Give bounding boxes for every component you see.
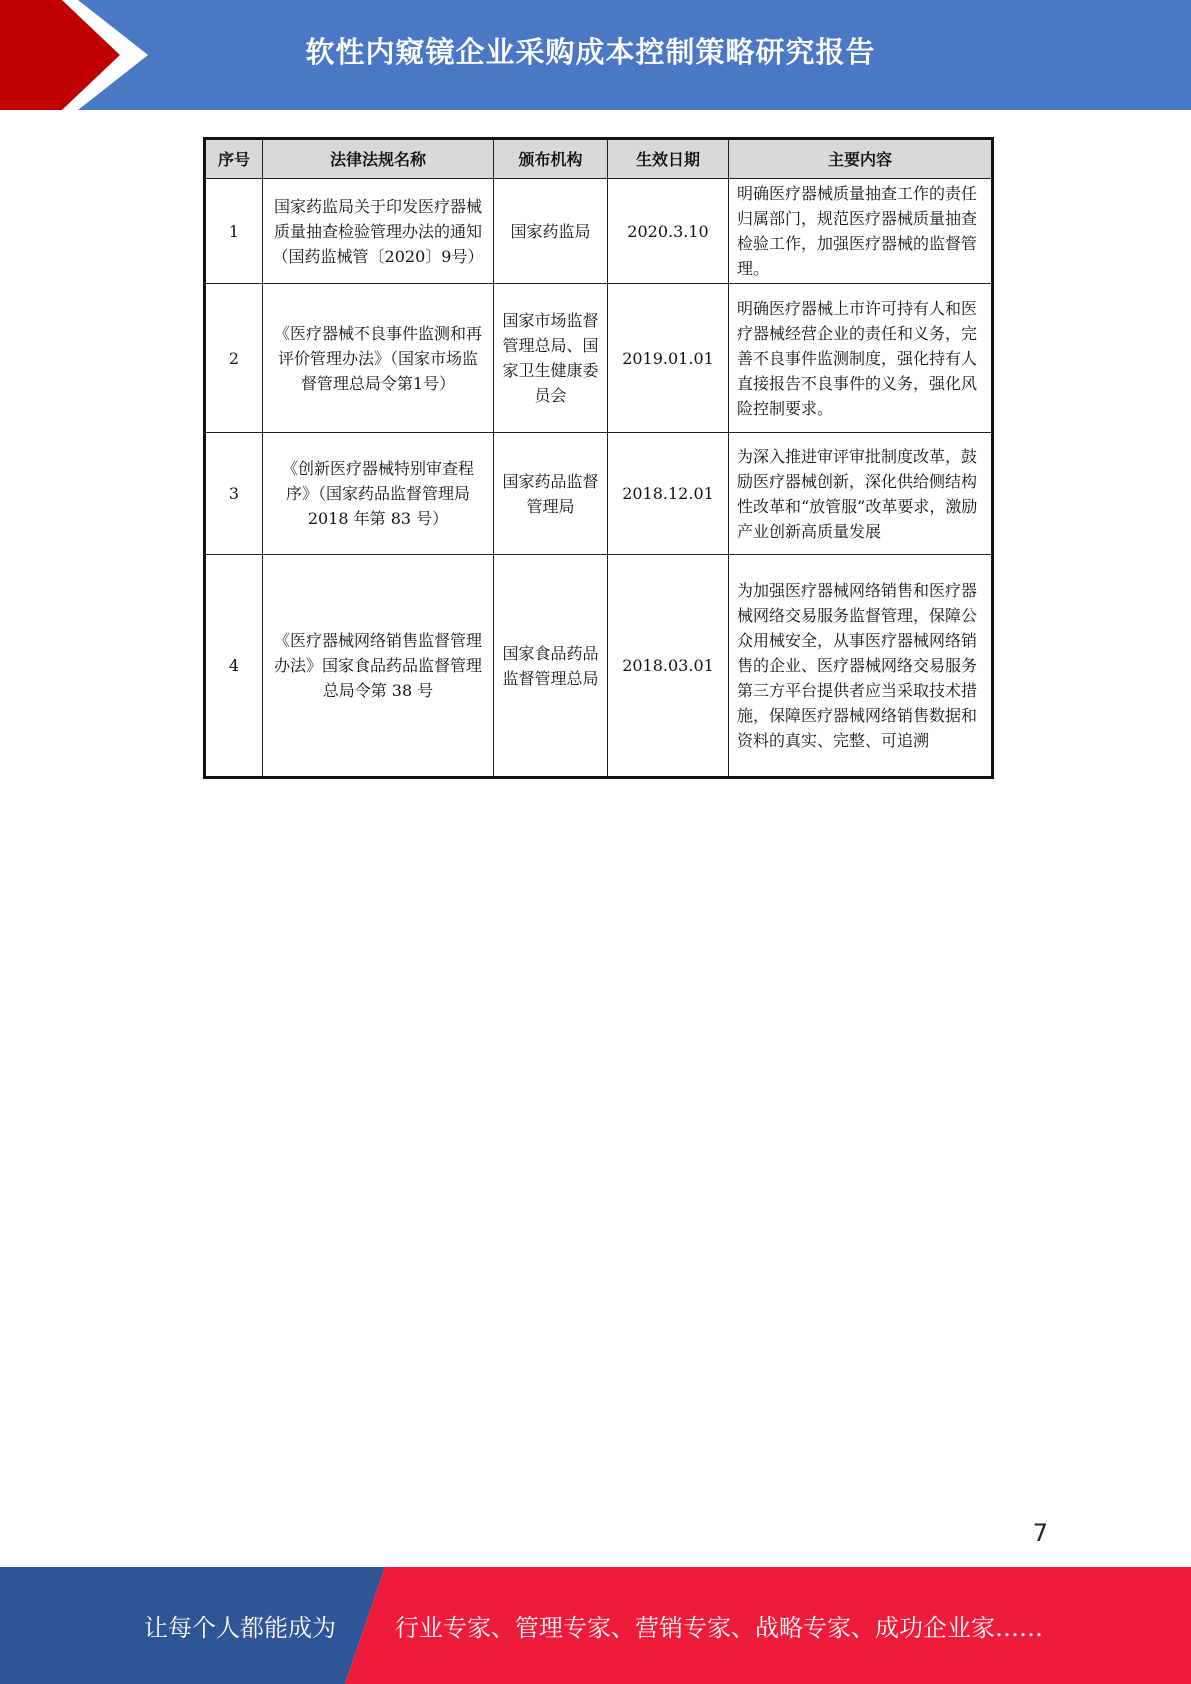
col-header-name: 法律法规名称 bbox=[263, 139, 494, 179]
cell-org: 国家药监局 bbox=[494, 179, 608, 284]
footer-slogan-left: 让每个人都能成为 bbox=[144, 1614, 336, 1642]
table-row bbox=[205, 555, 993, 778]
cell-date: 2019.01.01 bbox=[608, 284, 729, 433]
cell-date: 2018.12.01 bbox=[608, 433, 729, 555]
cell-date: 2018.03.01 bbox=[608, 555, 729, 778]
table-row bbox=[205, 284, 993, 433]
page-footer bbox=[0, 1567, 1191, 1684]
header-chevron-decoration bbox=[0, 0, 160, 110]
cell-name: 《创新医疗器械特别审查程序》（国家药品监督管理局 2018 年第 83 号） bbox=[263, 433, 494, 555]
cell-content: 明确医疗器械上市许可持有人和医疗器械经营企业的责任和义务，完善不良事件监测制度，强化持有人直接报告不良事件的义务，强化风险控制要求。 bbox=[729, 284, 993, 433]
cell-org: 国家食品药品监督管理总局 bbox=[494, 555, 608, 778]
col-header-no: 序号 bbox=[205, 139, 263, 179]
cell-no: 4 bbox=[205, 555, 263, 778]
cell-date: 2020.3.10 bbox=[608, 179, 729, 284]
cell-content: 为加强医疗器械网络销售和医疗器械网络交易服务监督管理，保障公众用械安全，从事医疗器械网络销售的企业、医疗器械网络交易服务第三方平台提供者应当采取技术措施，保障医疗器械网络销售数据和资料的真实、完整、可追溯 bbox=[729, 555, 993, 778]
cell-no: 3 bbox=[205, 433, 263, 555]
footer-slogan-right: 行业专家、管理专家、营销专家、战略专家、成功企业家…… bbox=[395, 1614, 1043, 1642]
cell-org: 国家市场监督管理总局、国家卫生健康委员会 bbox=[494, 284, 608, 433]
cell-content: 明确医疗器械质量抽查工作的责任归属部门，规范医疗器械质量抽查检验工作，加强医疗器械的监督管理。 bbox=[729, 179, 993, 284]
col-header-org: 颁布机构 bbox=[494, 139, 608, 179]
table-row bbox=[205, 433, 993, 555]
table-row bbox=[205, 179, 993, 284]
table-header-row bbox=[205, 139, 993, 179]
col-header-content: 主要内容 bbox=[729, 139, 993, 179]
cell-name: 《医疗器械不良事件监测和再评价管理办法》（国家市场监督管理总局令第1号） bbox=[263, 284, 494, 433]
cell-no: 2 bbox=[205, 284, 263, 433]
cell-content: 为深入推进审评审批制度改革，鼓励医疗器械创新，深化供给侧结构性改革和“放管服”改革要求，激励产业创新高质量发展 bbox=[729, 433, 993, 555]
cell-no: 1 bbox=[205, 179, 263, 284]
cell-org: 国家药品监督管理局 bbox=[494, 433, 608, 555]
page-header bbox=[0, 0, 1191, 110]
page-number: 7 bbox=[1032, 1519, 1048, 1547]
cell-name: 《医疗器械网络销售监督管理办法》国家食品药品监督管理总局令第 38 号 bbox=[263, 555, 494, 778]
report-title: 软性内窥镜企业采购成本控制策略研究报告 bbox=[305, 34, 876, 69]
col-header-date: 生效日期 bbox=[608, 139, 729, 179]
cell-name: 国家药监局关于印发医疗器械质量抽查检验管理办法的通知（国药监械管〔2020〕9号） bbox=[263, 179, 494, 284]
regulations-table bbox=[203, 137, 994, 779]
